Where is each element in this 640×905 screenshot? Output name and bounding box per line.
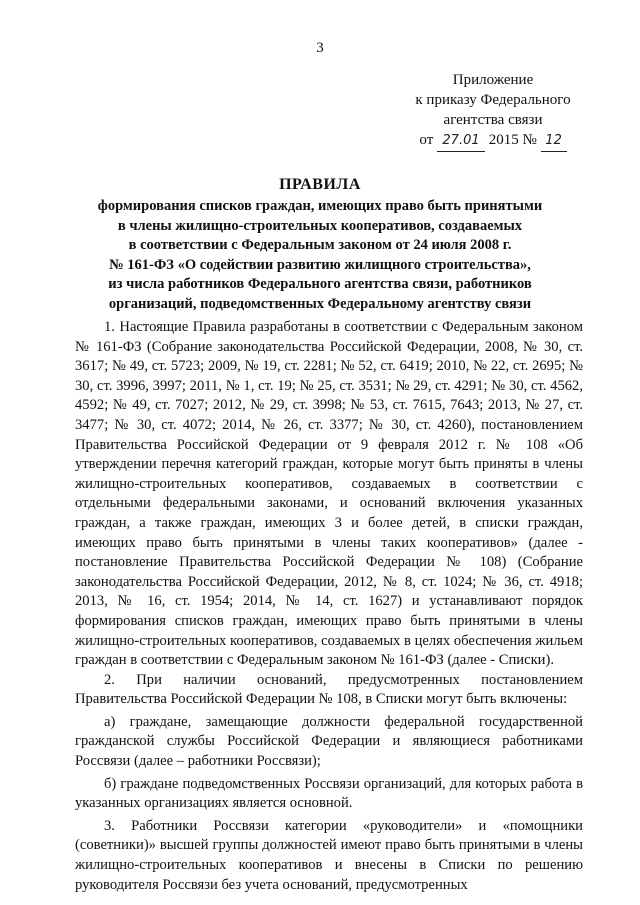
document-subtitle [60, 197, 580, 314]
paragraph-2: 2. При наличии оснований, предусмотренных постановлением Правительства Российской Федерации № 108, в Списки могут быть включены: [75, 671, 583, 708]
page-number: 3 [316, 40, 324, 56]
annex-line-1: Приложение [452, 72, 534, 88]
subtitle-line-4: № 161-ФЗ «О содействии развитию жилищного строительства», [109, 256, 531, 273]
document-title: ПРАВИЛА [279, 176, 361, 193]
subtitle-line-5: из числа работников Федерального агентства связи, работников [108, 276, 532, 292]
year-label: 2015 № [488, 132, 537, 148]
handwritten-date: 27.01 [437, 131, 485, 152]
annex-line-3: агентства связи [443, 112, 543, 128]
annex-line-2: к приказу Федерального [415, 92, 571, 108]
date-prefix: от [419, 132, 434, 148]
annex-date-line [376, 130, 610, 152]
paragraph-3: 3. Работники Россвязи категории «руководители» и «помощники (советники)» высшей группы должностей имеют право быть принятыми в члены жилищно-строительных кооперативов и внесены в Списки по решению руководителя Россвязи без учета оснований, предусмотренных [75, 817, 583, 893]
subtitle-line-2: в члены жилищно-строительных кооперативов, создаваемых [117, 217, 523, 234]
subtitle-line-3: в соответствии с Федеральным законом от 24 июля 2008 г. [128, 237, 512, 253]
subtitle-line-6: организаций, подведомственных Федеральному агентству связи [108, 295, 532, 312]
handwritten-number: 12 [541, 131, 567, 152]
subtitle-line-1: формирования списков граждан, имеющих право быть принятыми [97, 198, 543, 214]
paragraph-2b: б) граждане подведомственных Россвязи организаций, для которых работа в указанных организациях является основной. [75, 775, 583, 812]
annex-block [376, 70, 610, 152]
paragraph-2a: а) граждане, замещающие должности федеральной государственной гражданской службы Российской Федерации и являющиеся работниками Россвязи (далее – работники Россвязи); [75, 713, 583, 770]
paragraph-1: 1. Настоящие Правила разработаны в соответствии с Федеральным законом № 161-ФЗ (Собрание законодательства Российской Федерации, 2008, № 30, ст. 3617; № 49, ст. 5723; 2009, № 19, ст. 2281; № 52, ст. 6419; 2010, № 22, ст. 2695; № 30, ст. 3996, 3997; 2011, № 1, ст. 19; № 25, ст. 3531; № 29, ст. 4291; № 30, ст. 4562, 4592; № 49, ст. 7027; 2012, № 29, ст. 3998; № 53, ст. 7615, 7643; 2013, № 27, ст. 3477; № 30, ст. 4072; 2014, № 26, ст. 3377; № 30, ст. 4260), постановлением Правительства Российской Федерации от 9 февраля 2012 г. № 108 «Об утверждении перечня категорий граждан, которые могут быть приняты в члены жилищно-строительных кооперативов, создаваемых в соответствии с отдельными федеральными законами, и оснований включения указанных граждан, а также граждан, имеющих 3 и более детей, в списки граждан, имеющих право быть принятыми в члены таких кооперативов» (далее - постановление Правительства Российской Федерации № 108) (Собрание законодательства Российской Федерации, 2012, № 8, ст. 1024; № 36, ст. 4918; 2013, № 16, ст. 1954; 2014, № 14, ст. 1627) и устанавливают порядок формирования списков граждан, имеющих право быть принятыми в члены жилищно-строительных кооперативов, создаваемых в целях обеспечения жильем граждан в соответствии с Федеральным законом № 161-ФЗ (далее - Списки). [75, 319, 583, 669]
document-body [75, 318, 583, 895]
